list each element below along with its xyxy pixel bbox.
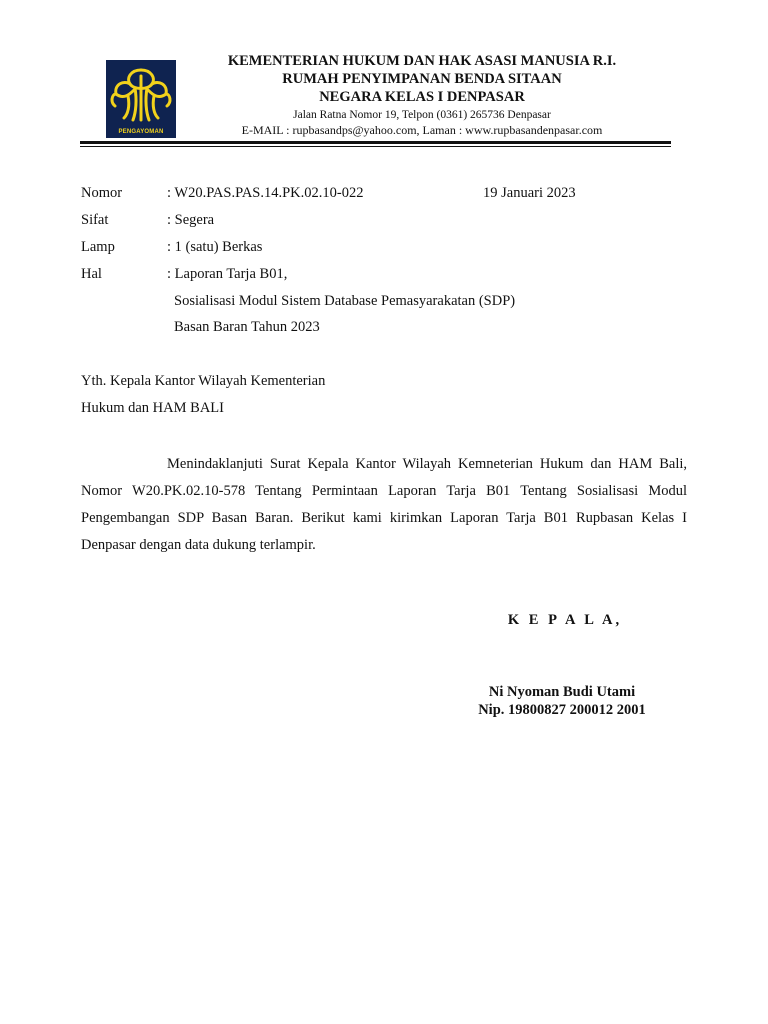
letterhead-divider-thin — [80, 146, 671, 147]
nomor-value: : W20.PAS.PAS.14.PK.02.10-022 — [167, 185, 364, 201]
signatory-nip: Nip. 19800827 200012 2001 — [478, 702, 646, 718]
addressee-line-1: Yth. Kepala Kantor Wilayah Kementerian — [81, 373, 326, 389]
letter-body: Menindaklanjuti Surat Kepala Kantor Wilayah Kemneterian Hukum dan HAM Bali, Nomor W20.PK.02.10-578 Tentang Permintaan Laporan Tarja B01 Tentang Sosialisasi Modul Pengembangan SDP Basan Baran. Berikut kami kirimkan Laporan Tarja B01 Rupbasan Kelas I Denpasar dengan data dukung terlampir. — [81, 456, 687, 553]
sifat-label: Sifat — [81, 212, 109, 228]
office-name: RUMAH PENYIMPANAN BENDA SITAAN — [282, 71, 562, 87]
pengayoman-logo — [106, 60, 176, 138]
logo-caption: PENGAYOMAN — [118, 129, 164, 135]
sifat-value: : Segera — [167, 212, 215, 228]
lamp-value: : 1 (satu) Berkas — [167, 239, 263, 255]
hal-line-3: Basan Baran Tahun 2023 — [174, 319, 320, 335]
letterhead — [190, 52, 654, 138]
office-class: NEGARA KELAS I DENPASAR — [319, 89, 525, 105]
letter-date: 19 Januari 2023 — [483, 185, 576, 201]
addressee-line-2: Hukum dan HAM BALI — [81, 400, 224, 416]
signatory-name: Ni Nyoman Budi Utami — [488, 684, 636, 700]
hal-line-1: : Laporan Tarja B01, — [167, 266, 288, 282]
lamp-label: Lamp — [81, 239, 115, 255]
hal-line-2: Sosialisasi Modul Sistem Database Pemasyarakatan (SDP) — [174, 293, 516, 309]
signature-title: K E P A L A, — [507, 612, 623, 628]
pengayoman-tree-icon — [106, 60, 176, 138]
ministry-name: KEMENTERIAN HUKUM DAN HAK ASASI MANUSIA R.I. — [227, 53, 617, 69]
office-contact: E-MAIL : rupbasandps@yahoo.com, Laman : www.rupbasandenpasar.com — [241, 123, 603, 137]
hal-label: Hal — [81, 266, 102, 282]
letterhead-divider-thick — [80, 141, 671, 144]
nomor-label: Nomor — [81, 185, 123, 201]
office-address: Jalan Ratna Nomor 19, Telpon (0361) 265736 Denpasar — [293, 109, 551, 121]
